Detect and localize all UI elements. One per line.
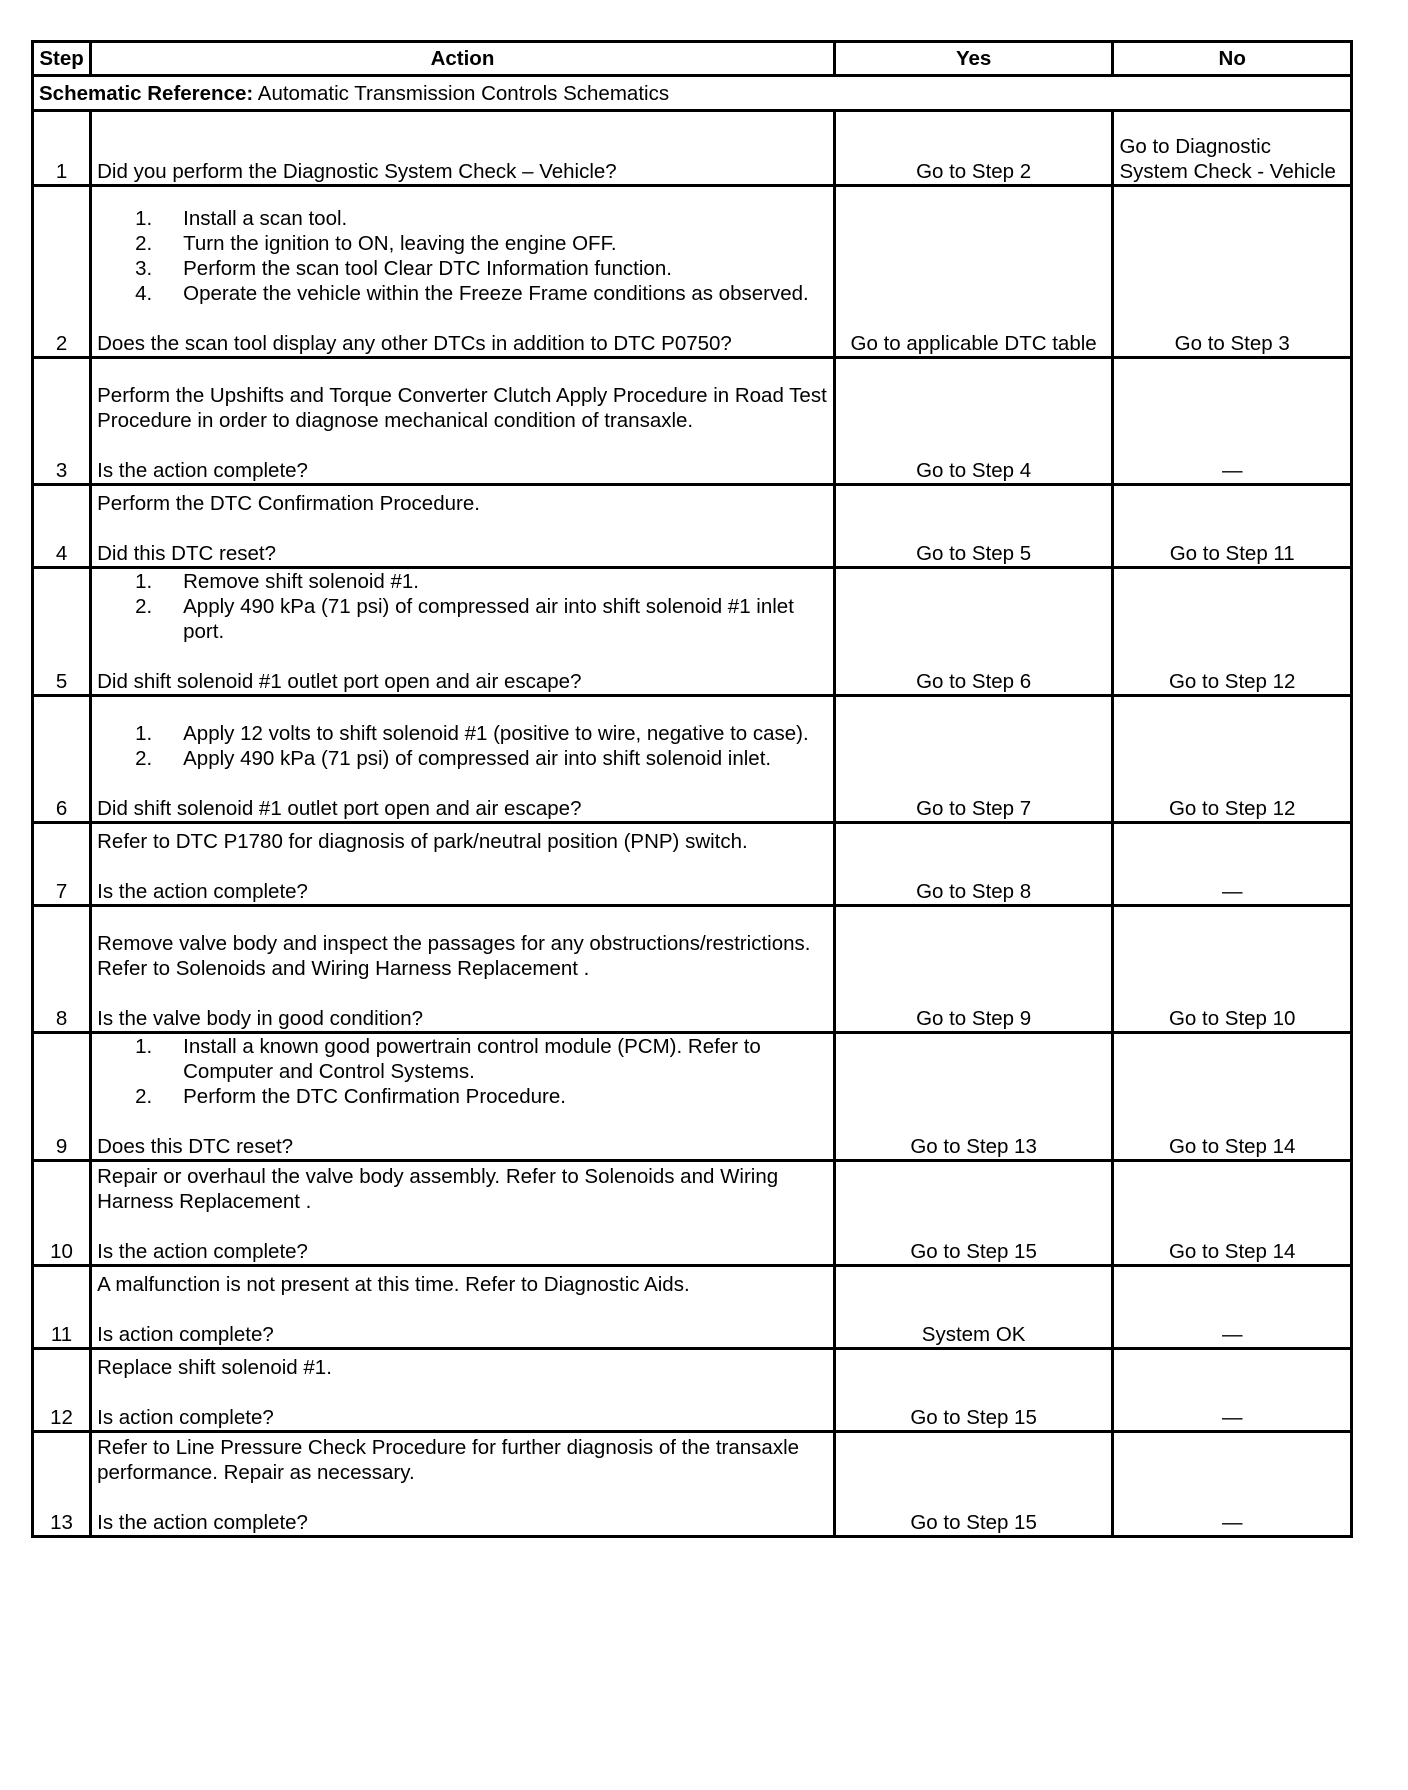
table-row	[33, 1161, 1352, 1266]
action-steps-list	[97, 206, 828, 306]
action-cell	[91, 568, 835, 696]
action-step-item: Apply 12 volts to shift solenoid #1 (positive to wire, negative to case).	[183, 722, 809, 745]
action-cell	[91, 1161, 835, 1266]
schematic-text: Automatic Transmission Controls Schematics	[253, 81, 670, 105]
no-result: —	[1113, 1349, 1352, 1432]
table-row	[33, 111, 1352, 186]
schematic-reference	[33, 76, 1352, 111]
action-question: Is action complete?	[97, 1323, 274, 1346]
step-number: 5	[33, 568, 91, 696]
step-number: 2	[33, 186, 91, 358]
no-result: —	[1113, 1266, 1352, 1349]
schematic-row	[33, 76, 1352, 111]
yes-result: Go to Step 13	[834, 1033, 1113, 1161]
table-row	[33, 485, 1352, 568]
no-result: Go to Step 11	[1113, 485, 1352, 568]
yes-result: System OK	[834, 1266, 1113, 1349]
no-result: Go to Diagnostic System Check - Vehicle	[1113, 111, 1352, 186]
action-step-item: Turn the ignition to ON, leaving the engine OFF.	[183, 232, 617, 255]
action-question: Did this DTC reset?	[97, 542, 276, 565]
action-question: Does the scan tool display any other DTCs in addition to DTC P0750?	[97, 332, 732, 355]
yes-result: Go to Step 9	[834, 906, 1113, 1033]
action-cell	[91, 1033, 835, 1161]
step-number: 8	[33, 906, 91, 1033]
yes-result: Go to Step 15	[834, 1161, 1113, 1266]
action-step-item: Remove shift solenoid #1.	[183, 570, 420, 593]
action-question: Is the action complete?	[97, 880, 308, 903]
action-cell	[91, 696, 835, 823]
table-row	[33, 568, 1352, 696]
action-question: Did shift solenoid #1 outlet port open and air escape?	[97, 797, 582, 820]
step-number: 13	[33, 1432, 91, 1537]
table-row	[33, 1266, 1352, 1349]
header-row	[33, 42, 1352, 76]
action-steps-list	[97, 1034, 828, 1109]
action-text: Replace shift solenoid #1.	[97, 1356, 332, 1379]
header-no: No	[1113, 42, 1352, 76]
action-text: Repair or overhaul the valve body assembly. Refer to Solenoids and Wiring Harness Replacement .	[97, 1165, 779, 1213]
action-step-item: Operate the vehicle within the Freeze Frame conditions as observed.	[183, 282, 809, 305]
action-step-item: Apply 490 kPa (71 psi) of compressed air into shift solenoid #1 inlet port.	[183, 595, 794, 643]
table-row	[33, 358, 1352, 485]
action-cell	[91, 1266, 835, 1349]
step-number: 12	[33, 1349, 91, 1432]
action-text: Refer to DTC P1780 for diagnosis of park/neutral position (PNP) switch.	[97, 830, 748, 853]
header-yes: Yes	[834, 42, 1113, 76]
action-cell	[91, 186, 835, 358]
no-result: Go to Step 14	[1113, 1033, 1352, 1161]
step-number: 4	[33, 485, 91, 568]
step-number: 9	[33, 1033, 91, 1161]
action-question: Does this DTC reset?	[97, 1135, 294, 1158]
no-result: Go to Step 14	[1113, 1161, 1352, 1266]
no-result: —	[1113, 358, 1352, 485]
yes-result: Go to Step 15	[834, 1432, 1113, 1537]
action-question: Is the valve body in good condition?	[97, 1007, 424, 1030]
table-row	[33, 1033, 1352, 1161]
no-result: —	[1113, 1432, 1352, 1537]
step-number: 10	[33, 1161, 91, 1266]
action-question: Is the action complete?	[97, 459, 308, 482]
no-result: Go to Step 12	[1113, 568, 1352, 696]
schematic-label: Schematic Reference:	[39, 81, 254, 105]
table-body	[33, 76, 1352, 1537]
diagnostic-table	[31, 40, 1353, 1538]
yes-result: Go to applicable DTC table	[834, 186, 1113, 358]
header-action: Action	[91, 42, 835, 76]
header-step: Step	[33, 42, 91, 76]
action-question: Is action complete?	[97, 1406, 274, 1429]
action-cell	[91, 111, 835, 186]
action-cell	[91, 823, 835, 906]
table-row	[33, 186, 1352, 358]
action-question: Did shift solenoid #1 outlet port open and air escape?	[97, 670, 582, 693]
action-step-item: Perform the DTC Confirmation Procedure.	[183, 1085, 566, 1108]
no-result: Go to Step 10	[1113, 906, 1352, 1033]
table-row	[33, 696, 1352, 823]
action-text: Refer to Line Pressure Check Procedure for further diagnosis of the transaxle performance. Repair as necessary.	[97, 1436, 800, 1484]
step-number: 3	[33, 358, 91, 485]
action-step-item: Install a known good powertrain control module (PCM). Refer to Computer and Control Systems.	[183, 1035, 761, 1083]
no-result: Go to Step 12	[1113, 696, 1352, 823]
action-steps-list	[97, 721, 828, 771]
no-result: Go to Step 3	[1113, 186, 1352, 358]
table-row	[33, 823, 1352, 906]
step-number: 1	[33, 111, 91, 186]
action-text: Perform the Upshifts and Torque Converter Clutch Apply Procedure in Road Test Procedure in order to diagnose mechanical condition of transaxle.	[97, 384, 827, 432]
action-cell	[91, 485, 835, 568]
step-number: 7	[33, 823, 91, 906]
action-step-item: Install a scan tool.	[183, 207, 348, 230]
action-cell	[91, 906, 835, 1033]
yes-result: Go to Step 6	[834, 568, 1113, 696]
action-question: Did you perform the Diagnostic System Check – Vehicle?	[97, 160, 617, 183]
yes-result: Go to Step 7	[834, 696, 1113, 823]
no-result: —	[1113, 823, 1352, 906]
step-number: 6	[33, 696, 91, 823]
action-text: Remove valve body and inspect the passages for any obstructions/restrictions. Refer to Solenoids and Wiring Harness Replacement .	[97, 932, 811, 980]
yes-result: Go to Step 8	[834, 823, 1113, 906]
action-question: Is the action complete?	[97, 1240, 308, 1263]
action-steps-list	[97, 569, 828, 644]
action-step-item: Apply 490 kPa (71 psi) of compressed air into shift solenoid inlet.	[183, 747, 772, 770]
table-row	[33, 906, 1352, 1033]
table-row	[33, 1432, 1352, 1537]
step-number: 11	[33, 1266, 91, 1349]
action-text: A malfunction is not present at this time. Refer to Diagnostic Aids.	[97, 1273, 690, 1296]
action-cell	[91, 1432, 835, 1537]
table-row	[33, 1349, 1352, 1432]
yes-result: Go to Step 15	[834, 1349, 1113, 1432]
action-question: Is the action complete?	[97, 1511, 308, 1534]
action-text: Perform the DTC Confirmation Procedure.	[97, 492, 480, 515]
yes-result: Go to Step 2	[834, 111, 1113, 186]
action-cell	[91, 1349, 835, 1432]
action-step-item: Perform the scan tool Clear DTC Information function.	[183, 257, 672, 280]
yes-result: Go to Step 5	[834, 485, 1113, 568]
action-cell	[91, 358, 835, 485]
yes-result: Go to Step 4	[834, 358, 1113, 485]
